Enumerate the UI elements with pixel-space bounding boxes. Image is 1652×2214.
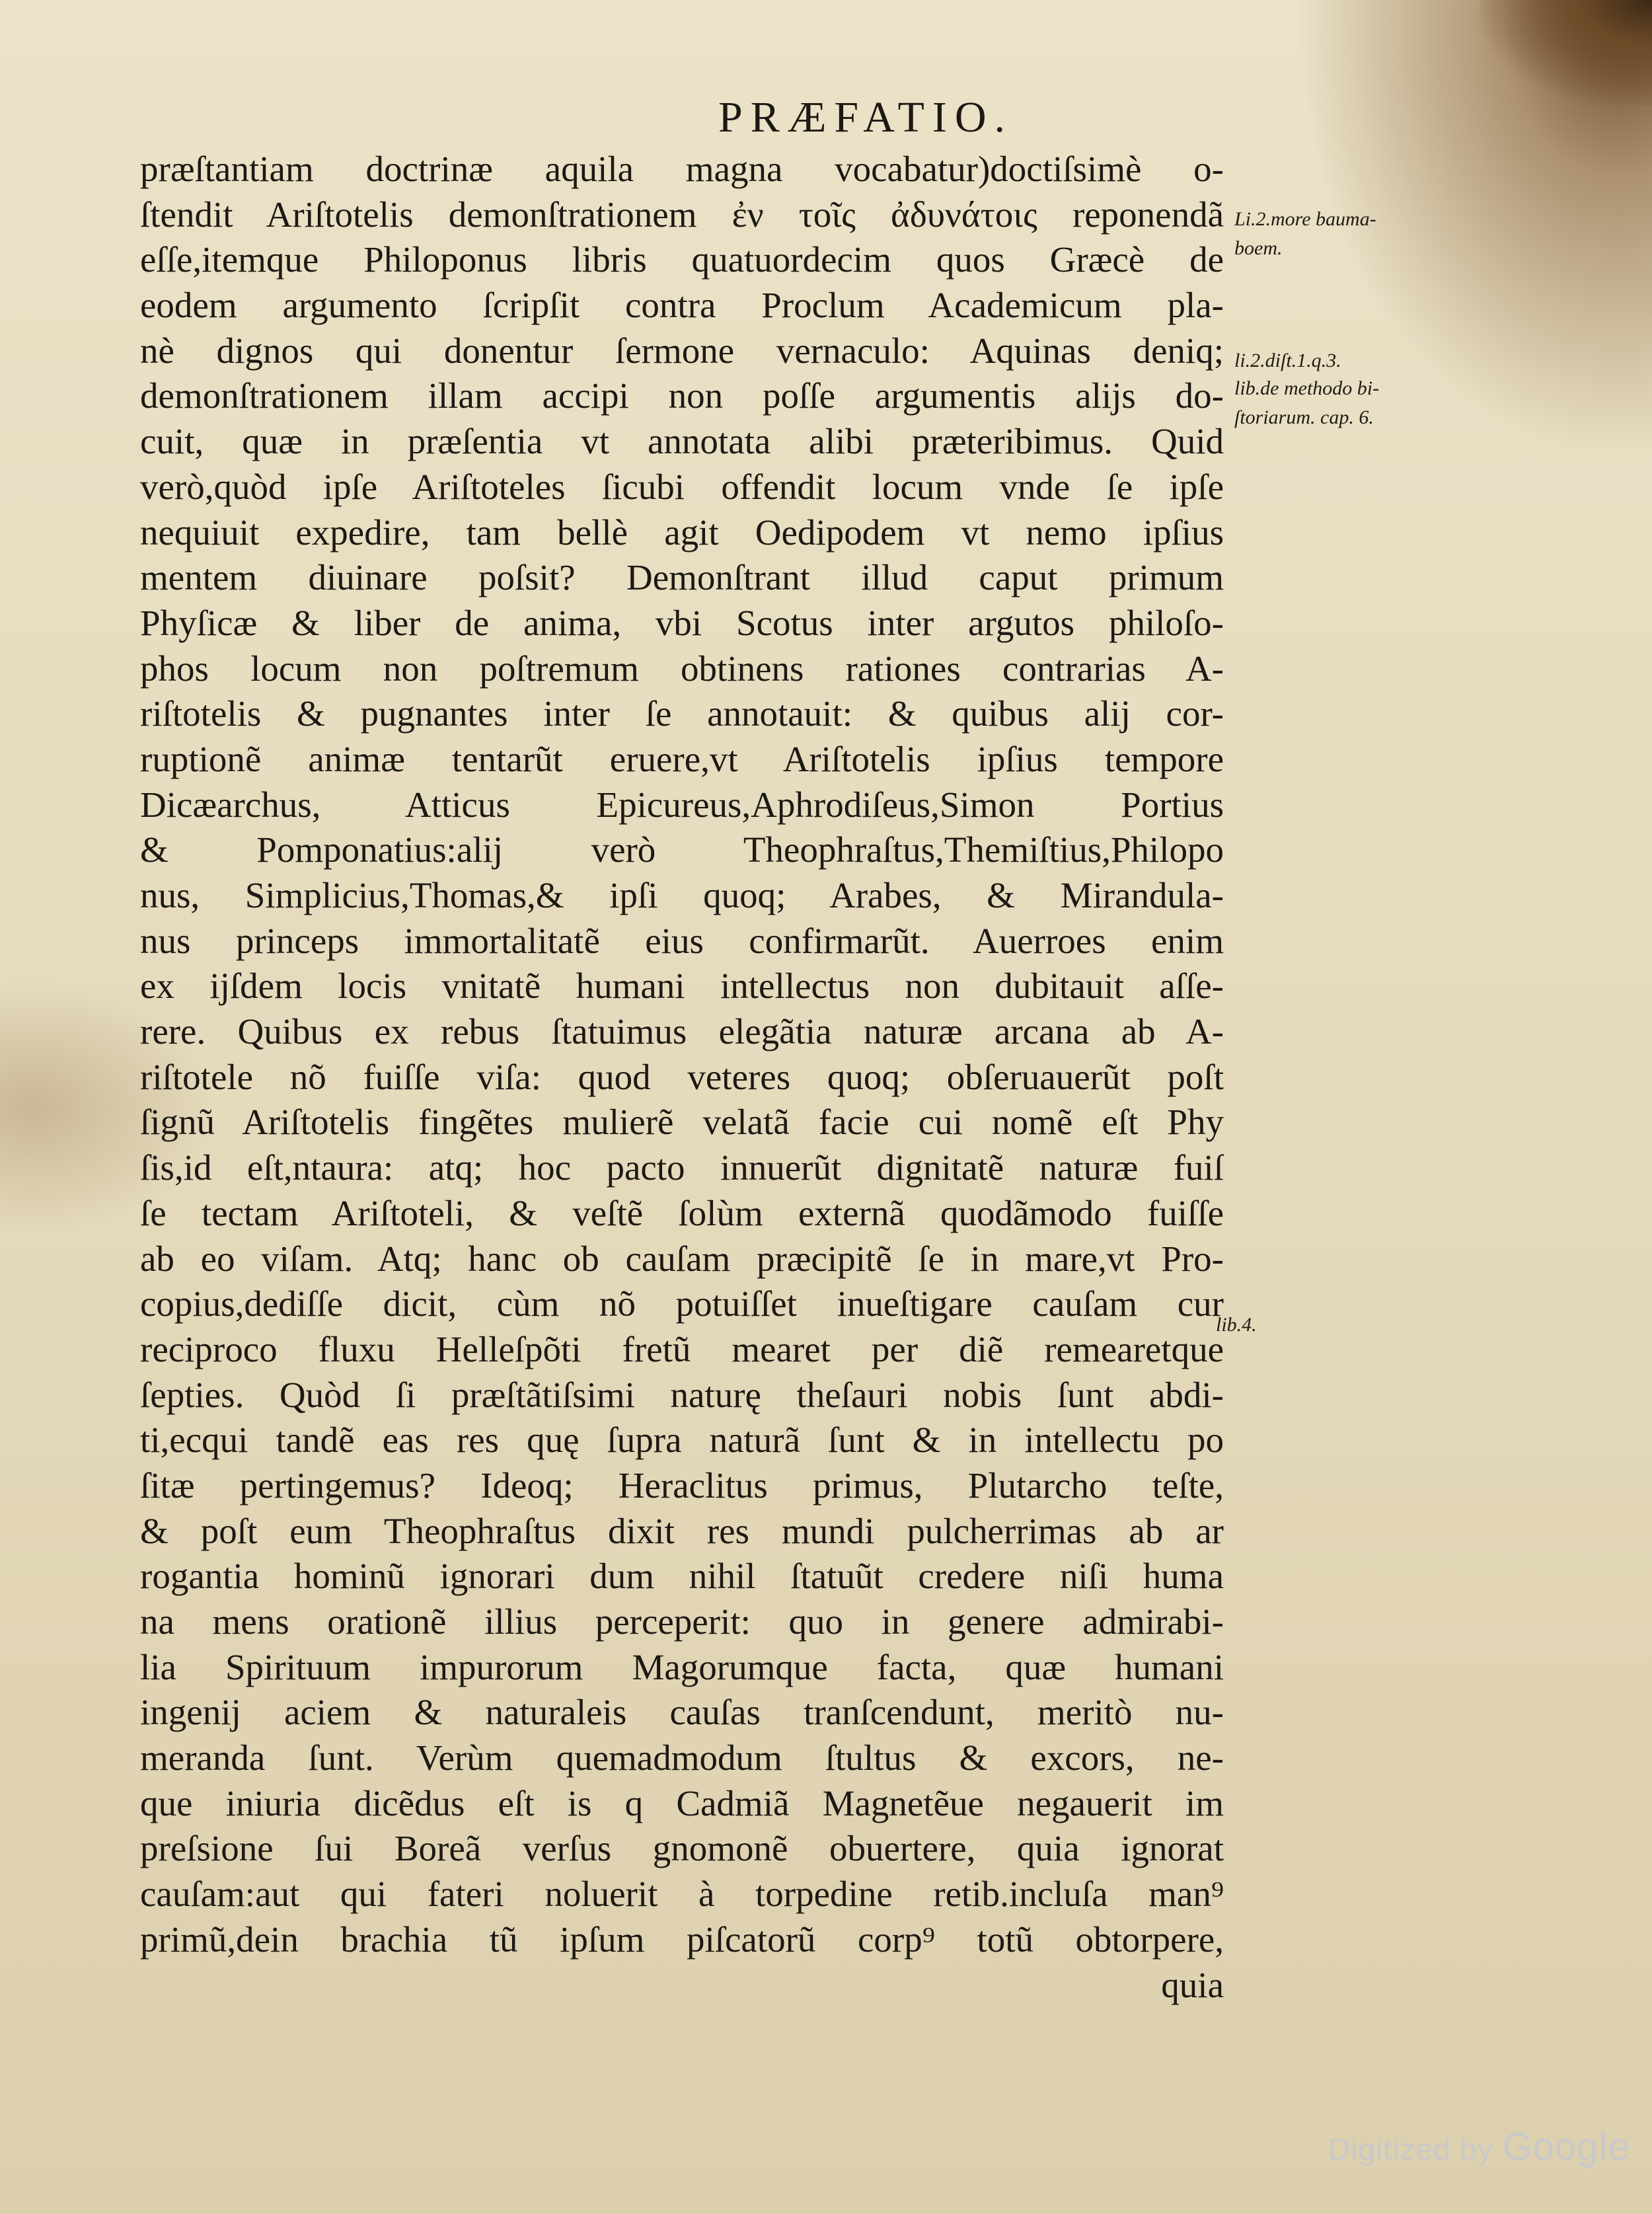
text-line: & poſt eum Theophraſtus dixit res mundi pulcherrimas ab ar xyxy=(140,1510,1224,1551)
watermark-brand: Google xyxy=(1502,2125,1630,2168)
watermark-prefix: Digitized by xyxy=(1328,2132,1493,2166)
text-line: phos locum non poſtremum obtinens rationes contrarias A- xyxy=(140,648,1224,689)
text-line: primũ,dein brachia tũ ipſum piſcatorũ corp⁹ totũ obtorpere, xyxy=(140,1919,1224,1960)
text-line: rogantia hominũ ignorari dum nihil ſtatuũt credere niſi huma xyxy=(140,1556,1224,1597)
text-line: ſitæ pertingemus? Ideoq; Heraclitus primus, Plutarcho teſte, xyxy=(140,1465,1224,1506)
text-line: ſe tectam Ariſtoteli, & veſtẽ ſolùm externã quodãmodo fuiſſe xyxy=(140,1192,1224,1233)
text-line: eodem argumento ſcripſit contra Proclum Academicum pla- xyxy=(140,285,1224,326)
digitized-watermark xyxy=(1328,2125,1630,2169)
text-line: ti,ecqui tandẽ eas res quę ſupra naturã ſunt & in intellectu po xyxy=(140,1420,1224,1461)
text-line: ab eo viſam. Atq; hanc ob cauſam præcipitẽ ſe in mare,vt Pro- xyxy=(140,1238,1224,1279)
text-line: Phyſicæ & liber de anima, vbi Scotus inter argutos philoſo- xyxy=(140,602,1224,643)
margin-note: boem. xyxy=(1234,237,1283,259)
text-line: nè dignos qui donentur ſermone vernaculo: Aquinas deniq; xyxy=(140,330,1224,371)
text-line: copius,dediſſe dicit, cùm nõ potuiſſet inueſtigare cauſam cur xyxy=(140,1283,1224,1324)
text-line: cauſam:aut qui fateri noluerit à torpedine retib.incluſa man⁹ xyxy=(140,1874,1224,1915)
margin-note: lib.de methodo bi- xyxy=(1234,377,1380,399)
text-line: Dicæarchus, Atticus Epicureus,Aphrodiſeus,Simon Portius xyxy=(140,784,1224,825)
margin-note: Li.2.more bauma- xyxy=(1234,208,1376,230)
text-line: nus princeps immortalitatẽ eius confirmarũt. Auerroes enim xyxy=(140,920,1224,961)
page-stain xyxy=(1480,0,1652,106)
header-title: PRÆFATIO. xyxy=(718,93,1014,141)
text-line: riſtotelis & pugnantes inter ſe annotauit: & quibus alij cor- xyxy=(140,693,1224,734)
text-line: nus, Simplicius,Thomas,& ipſi quoq; Arabes, & Mirandula- xyxy=(140,875,1224,915)
text-line: ſignũ Ariſtotelis fingẽtes mulierẽ velatã facie cui nomẽ eſt Phy xyxy=(140,1102,1224,1143)
margin-note: ſtoriarum. cap. 6. xyxy=(1234,406,1374,428)
text-line: ruptionẽ animæ tentarũt eruere,vt Ariſtotelis ipſius tempore xyxy=(140,738,1224,779)
text-line: ex ijſdem locis vnitatẽ humani intellectus non dubitauit aſſe- xyxy=(140,966,1224,1007)
text-line: ſis,id eſt,ntaura: atq; hoc pacto innuerũt dignitatẽ naturæ fuiſ xyxy=(140,1147,1224,1188)
text-line: verò,quòd ipſe Ariſtoteles ſicubi offendit locum vnde ſe ipſe xyxy=(140,466,1224,507)
text-line: præſtantiam doctrinæ aquila magna vocabatur)doctiſsimè o- xyxy=(140,149,1224,189)
text-line: rere. Quibus ex rebus ſtatuimus elegãtia naturæ arcana ab A- xyxy=(140,1011,1224,1052)
body-text xyxy=(140,147,1224,2008)
running-header xyxy=(0,93,1652,143)
text-line: na mens orationẽ illius perceperit: quo in genere admirabi- xyxy=(140,1601,1224,1642)
text-line: reciproco fluxu Helleſpõti fretũ mearet per diẽ remearetque xyxy=(140,1328,1224,1369)
text-line: meranda ſunt. Verùm quemadmodum ſtultus & excors, ne- xyxy=(140,1737,1224,1778)
text-line: que iniuria dicẽdus eſt is q Cadmiã Magnetẽue negauerit im xyxy=(140,1782,1224,1823)
margin-note: li.2.diſt.1.q.3. xyxy=(1234,350,1341,371)
text-line: demonſtrationem illam accipi non poſſe argumentis alijs do- xyxy=(140,375,1224,416)
margin-note: lib.4. xyxy=(1216,1314,1257,1336)
text-line: ingenij aciem & naturaleis cauſas tranſcendunt, meritò nu- xyxy=(140,1692,1224,1733)
text-line: nequiuit expedire, tam bellè agit Oedipodem vt nemo ipſius xyxy=(140,512,1224,553)
text-line: cuit, quæ in præſentia vt annotata alibi præteribimus. Quid xyxy=(140,421,1224,462)
text-line: ſepties. Quòd ſi præſtãtiſsimi naturę theſauri nobis ſunt abdi- xyxy=(140,1374,1224,1415)
text-line: quia xyxy=(1161,1964,1224,2005)
text-line: eſſe,itemque Philoponus libris quatuordecim quos Græcè de xyxy=(140,239,1224,280)
text-line: lia Spirituum impurorum Magorumque facta, quæ humani xyxy=(140,1646,1224,1687)
text-line: & Pomponatius:alij verò Theophraſtus,Themiſtius,Philopo xyxy=(140,829,1224,870)
text-line: preſsione ſui Boreã verſus gnomonẽ obuertere, quia ignorat xyxy=(140,1828,1224,1869)
text-line: mentem diuinare poſsit? Demonſtrant illud caput primum xyxy=(140,557,1224,598)
text-line: riſtotele nõ fuiſſe viſa: quod veteres quoq; obſeruauerũt poſt xyxy=(140,1056,1224,1097)
text-line: ſtendit Ariſtotelis demonſtrationem ἐν τοῖς ἀδυνάτοις reponendã xyxy=(140,194,1224,235)
